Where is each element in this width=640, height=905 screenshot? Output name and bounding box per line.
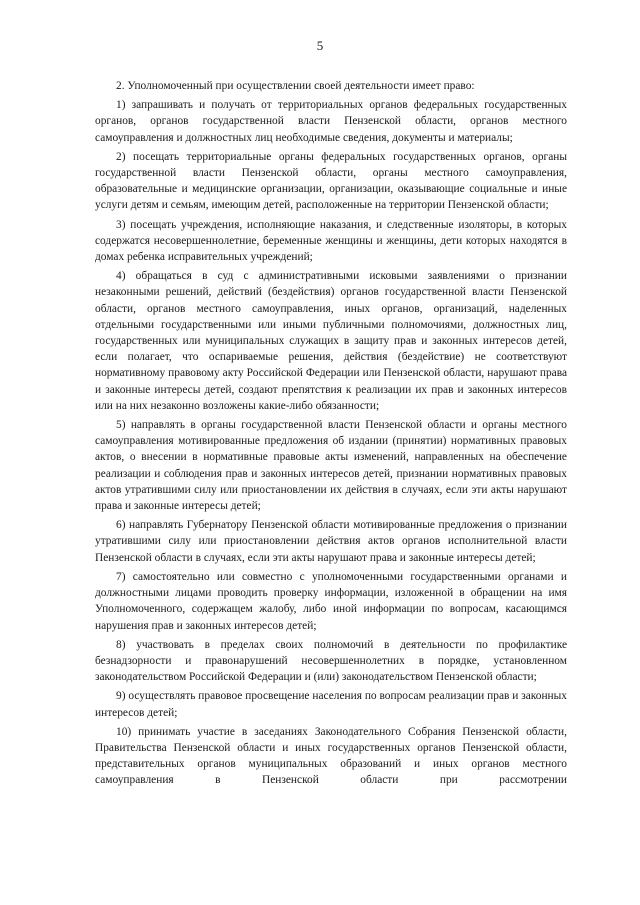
document-body: [95, 78, 567, 789]
paragraph-item-6: 6) направлять Губернатору Пензенской области мотивированные предложения о признании утратившими силу или приостановлении действия актов органов исполнительной власти Пензенской области в случаях, если эти акты нарушают права и законные интересы детей;: [95, 519, 567, 564]
paragraph-item-1: 1) запрашивать и получать от территориальных органов федеральных государственных органов, органов государственной власти Пензенской области, органов местного самоуправления и должностных лиц необходимые сведения, документы и материалы;: [95, 99, 567, 144]
paragraph-item-4: 4) обращаться в суд с административными исковыми заявлениями о признании незаконными решений, действий (бездействия) органов государственной власти Пензенской области, органов местного самоуправления, иных органов, организаций, наделенных отдельными государственными или иными публичными полномочиями, должностных лиц, государственных или муниципальных служащих в защиту прав и законных интересов детей, если полагает, что оспариваемые решения, действия (бездействие) не соответствуют нормативному правовому акту Российской Федерации или Пензенской области, нарушают права и законные интересы детей, создают препятствия к реализации их прав и законных интересов или на них незаконно возложены какие-либо обязанности;: [95, 270, 567, 412]
paragraph-item-3: 3) посещать учреждения, исполняющие наказания, и следственные изоляторы, в которых содержатся несовершеннолетние, беременные женщины и женщины, дети которых находятся в домах ребенка исправительных учреждений;: [95, 218, 567, 264]
paragraph-item-8: 8) участвовать в пределах своих полномочий в деятельности по профилактике безнадзорности и правонарушений несовершеннолетних в порядке, установленном законодательством Российской Федерации и (или) законодательством Пензенской области;: [95, 638, 567, 684]
paragraph-item-9: 9) осуществлять правовое просвещение населения по вопросам реализации прав и законных интересов детей;: [95, 690, 567, 719]
paragraph-item-7: 7) самостоятельно или совместно с уполномоченными государственными органами и должностными лицами проводить проверку информации, изложенной в обращении на имя Уполномоченного, содержащем жалобу, либо иной информации по вопросам, касающимся нарушения прав и законных интересов детей;: [95, 570, 567, 632]
paragraph-section-2-intro: 2. Уполномоченный при осуществлении своей деятельности имеет право:: [116, 80, 475, 92]
page-number: 5: [316, 38, 324, 53]
paragraph-item-5: 5) направлять в органы государственной власти Пензенской области и органы местного самоуправления мотивированные предложения об издании (принятии) нормативных правовых актов, о внесении в нормативные правовые акты изменений, направленных на обеспечение реализации и соблюдения прав и законных интересов детей, признании нормативных правовых актов утратившими силу или приостановлении их действия в случаях, если эти акты нарушают права и законные интересы детей;: [95, 419, 567, 513]
paragraph-item-2: 2) посещать территориальные органы федеральных государственных органов, органы государственной власти Пензенской области, органы местного самоуправления, образовательные и медицинские организации, организации, оказывающие социальные и иные услуги детям и семьям, имеющим детей, расположенные на территории Пензенской области;: [95, 150, 567, 212]
paragraph-item-10: 10) принимать участие в заседаниях Законодательного Собрания Пензенской области, Правительства Пензенской области и иных государственных органов Пензенской области, представительных органов муниципальных образований и иных органов местного самоуправления в Пензенской области при рассмотрении: [95, 725, 567, 787]
